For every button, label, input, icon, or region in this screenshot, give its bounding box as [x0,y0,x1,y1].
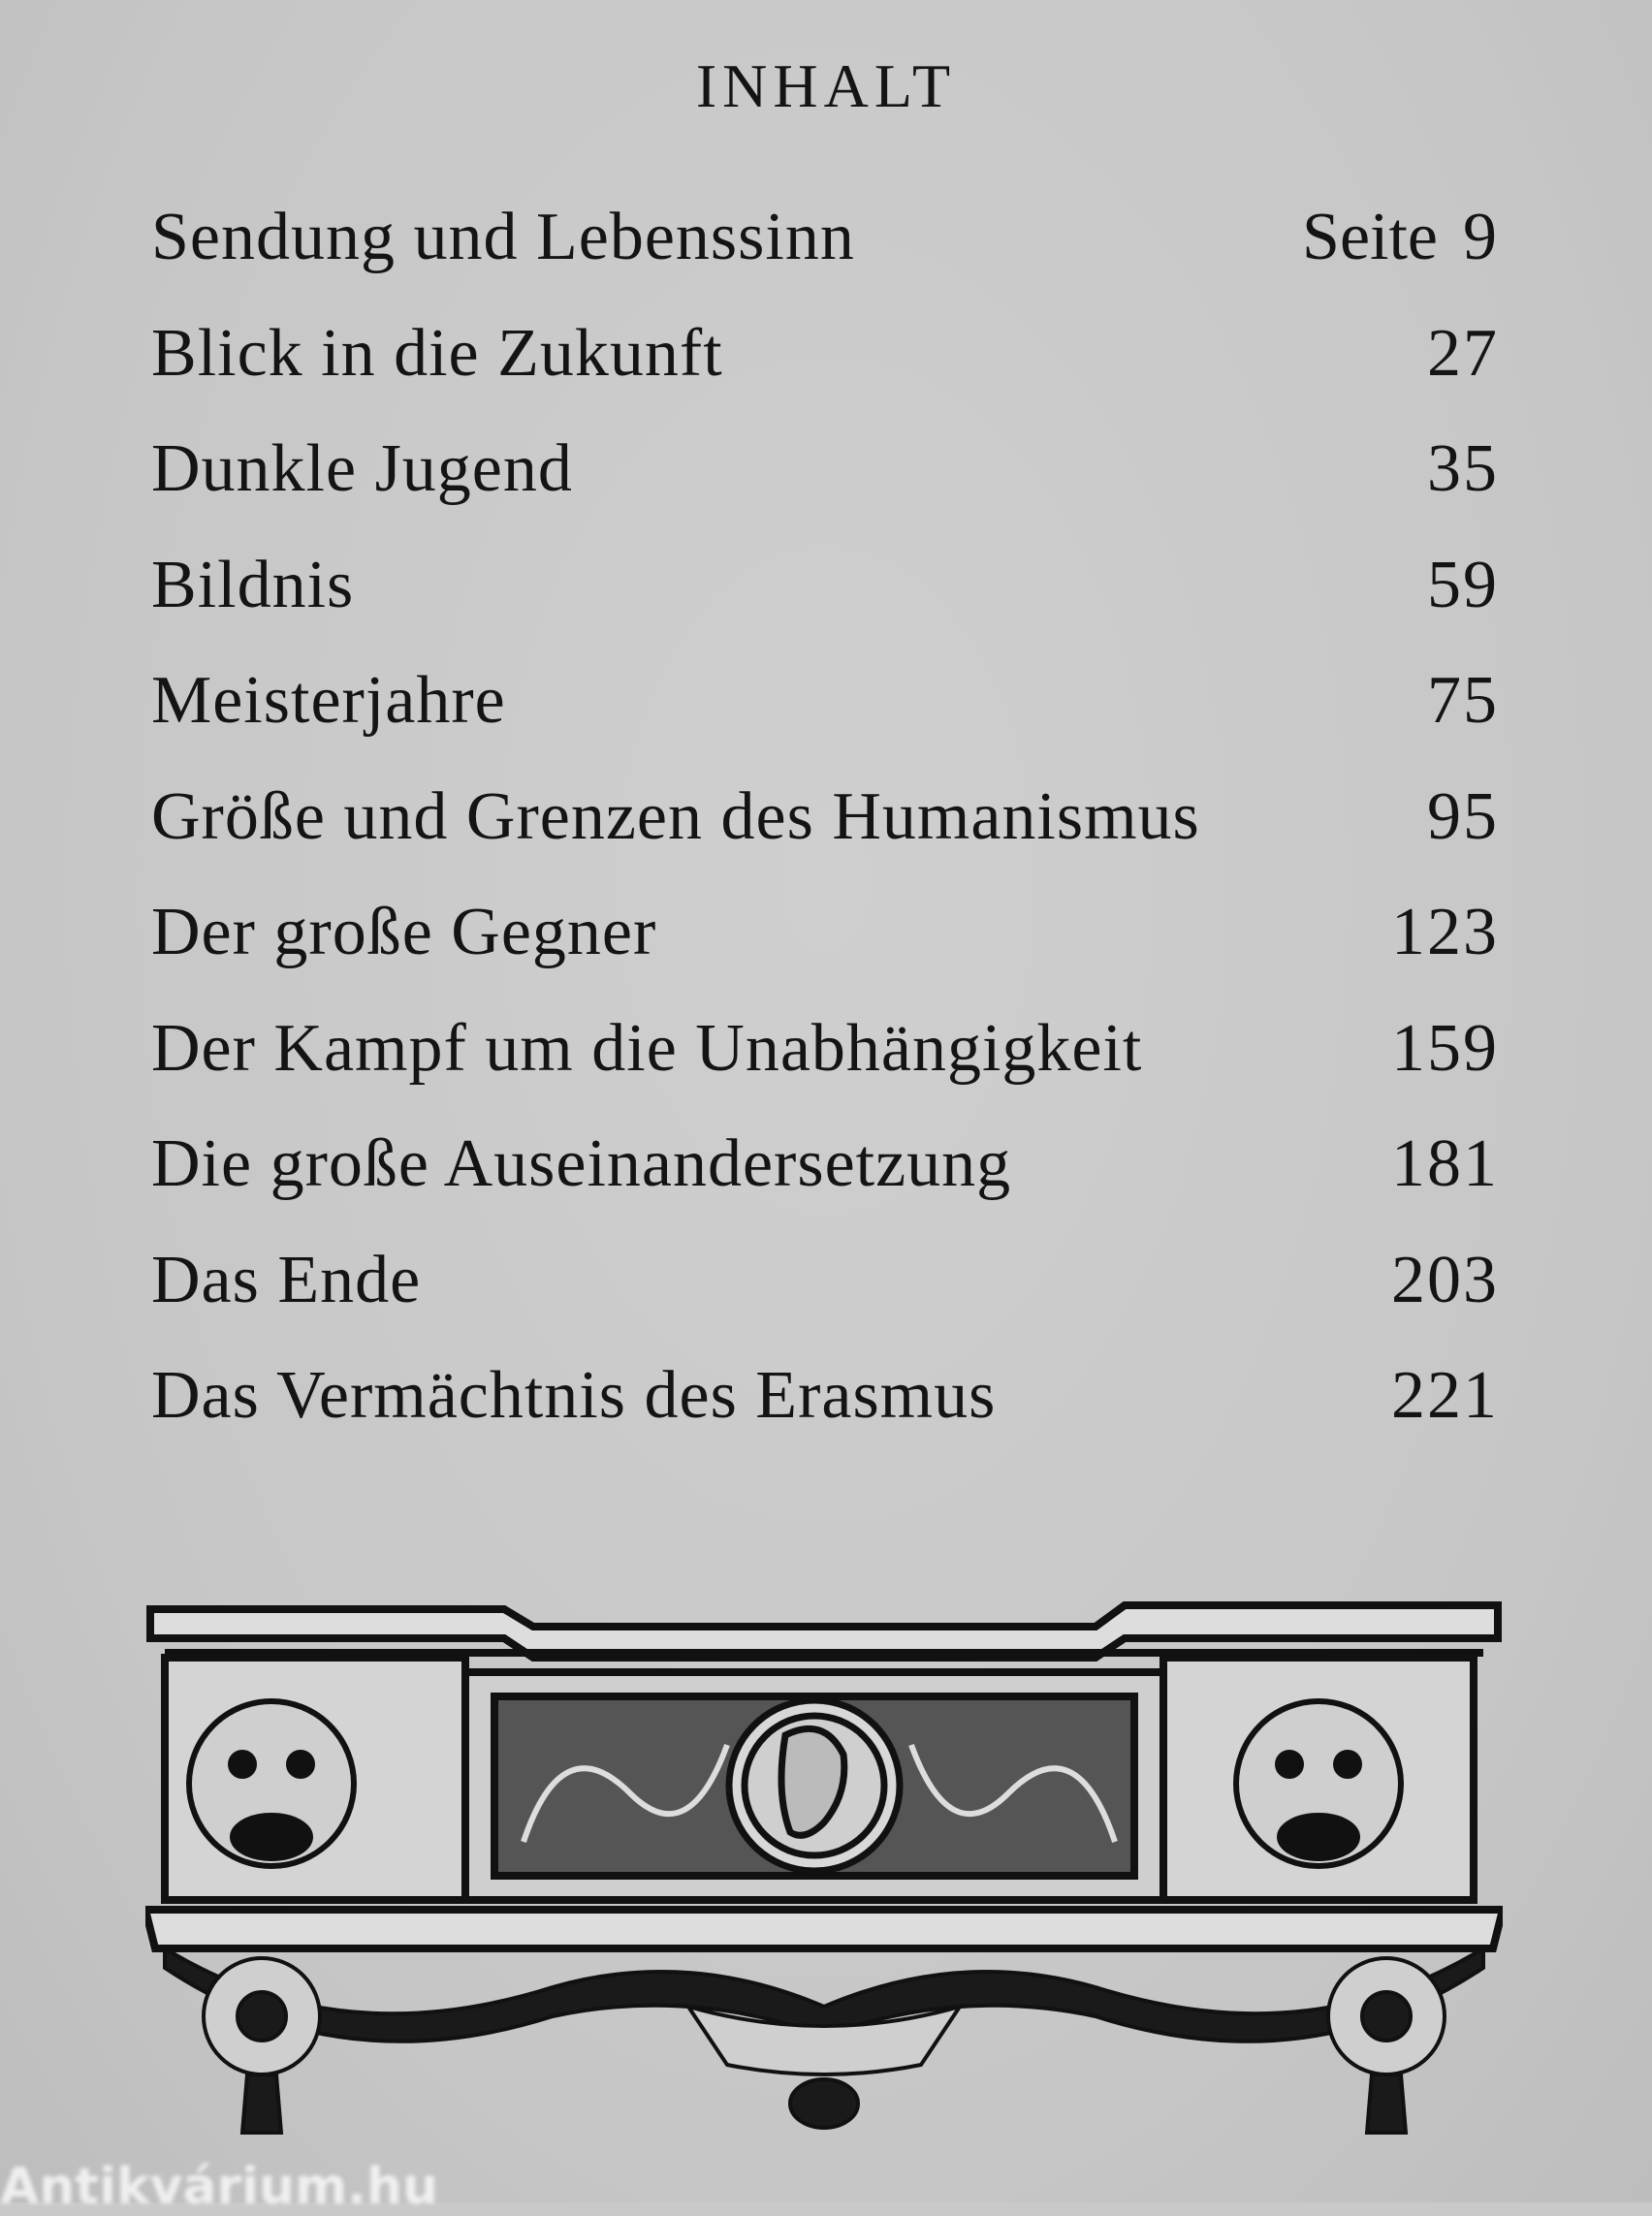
entry-title: Der Kampf um die Unabhängigkeit [151,1010,1143,1086]
entry-title: Dunkle Jugend [151,431,573,506]
toc-entry [151,315,1499,431]
entry-page: 59 [1427,547,1499,622]
entry-page: 27 [1427,315,1499,391]
table-of-contents [151,199,1499,1473]
entry-page: 159 [1391,1010,1499,1086]
mask-face-right [1236,1701,1401,1866]
toc-entry [151,778,1499,895]
entry-page: 35 [1427,431,1499,506]
entry-page: 203 [1391,1242,1499,1317]
entry-title: Das Ende [151,1242,422,1317]
toc-entry [151,430,1499,547]
toc-entry [151,1357,1499,1473]
toc-entry [151,199,1499,315]
entry-title: Das Vermächtnis des Erasmus [151,1358,997,1433]
entry-page: 123 [1391,895,1499,969]
entry-title: Bildnis [151,547,355,622]
toc-entry [151,894,1499,1010]
page-title: INHALT [695,51,957,120]
entry-page: 221 [1391,1358,1499,1433]
toc-entry [151,662,1499,778]
entry-page: 181 [1391,1126,1499,1201]
entry-title: Die große Auseinandersetzung [151,1126,1012,1201]
entry-title: Größe und Grenzen des Humanismus [151,778,1200,854]
entry-title: Blick in die Zukunft [151,315,723,391]
entry-page: 75 [1427,663,1499,738]
portrait-medallion [729,1700,900,1871]
toc-entry [151,1125,1499,1242]
watermark: Antikvárium.hu [0,2158,438,2216]
entry-title: Meisterjahre [151,663,506,738]
entry-page: 95 [1427,778,1499,854]
toc-entry [151,1242,1499,1358]
entry-title: Der große Gegner [151,895,657,969]
page-label: Seite [1302,200,1438,274]
entry-page: 9 [1463,200,1499,274]
woodcut-ornament-illustration [145,1599,1503,2137]
toc-entry [151,547,1499,663]
mask-face-left [189,1701,354,1866]
entry-title: Sendung und Lebenssinn [151,200,855,274]
toc-entry [151,1010,1499,1126]
